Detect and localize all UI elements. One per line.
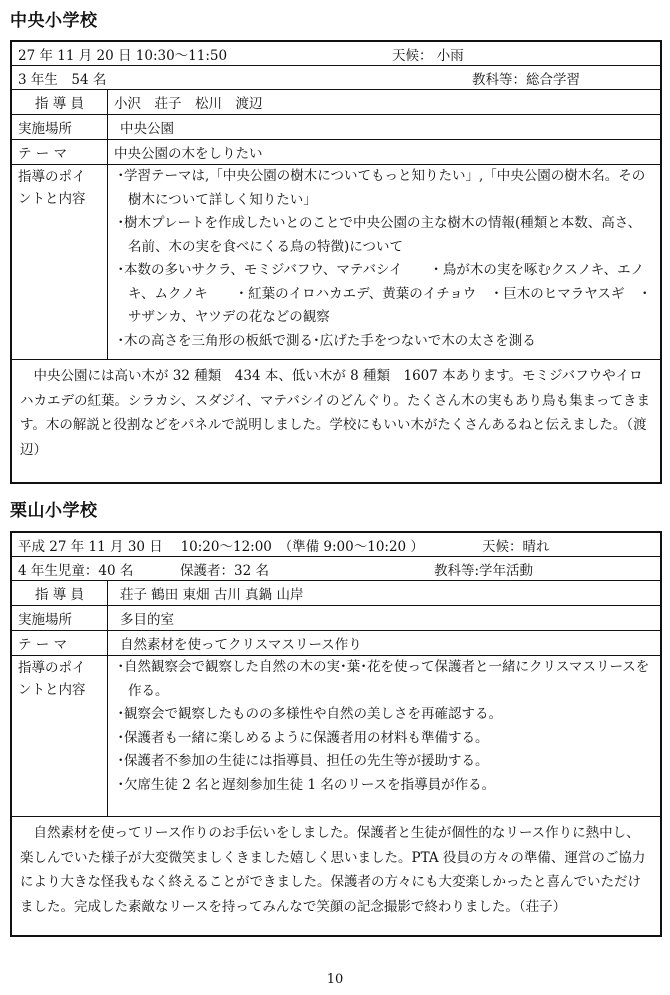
instructors-row <box>12 90 660 115</box>
theme-value: 自然素材を使ってクリスマスリース作り <box>120 637 362 653</box>
points-row <box>12 656 660 817</box>
instructors-label: 指 導 員 <box>12 581 108 605</box>
points-label-line2: ントと内容 <box>18 682 86 698</box>
points-label-line1: 指導のポイ <box>18 660 86 676</box>
weather: 天候： 小雨 <box>392 47 464 64</box>
points-value <box>108 656 660 816</box>
points-label <box>12 656 108 816</box>
date-time: 27 年 11 月 20 日 10:30～11:50 <box>18 47 228 64</box>
list-item: ・ 保護者不参加の生徒には指導員、担任の先生等が援助する。 <box>114 750 654 774</box>
list-item: ・ 欠席生徒 2 名と遅刻参加生徒 1 名のリースを指導員が作る。 <box>114 774 654 798</box>
page-number: 10 <box>326 972 344 987</box>
date-row <box>12 42 660 66</box>
subject: 教科等：総合学習 <box>472 71 580 88</box>
location-label: 実施場所 <box>12 115 108 139</box>
points-label-line1: 指導のポイ <box>18 169 86 185</box>
points-value <box>108 165 660 359</box>
theme-row <box>12 140 660 165</box>
subject: 教科等:学年活動 <box>434 562 534 579</box>
location-value: 中央公園 <box>120 121 174 137</box>
guardians: 保護者：32 名 <box>180 562 269 579</box>
school-title: 栗山小学校 <box>10 501 98 521</box>
theme-label: テ ー マ <box>12 140 108 164</box>
instructors-value: 荘子 鶴田 東畑 古川 真鍋 山岸 <box>120 587 304 603</box>
instructors-label: 指 導 員 <box>12 90 108 114</box>
school-title: 中央小学校 <box>10 11 98 31</box>
list-item: ・ 観察会で観察したものの多様性や自然の美しさを再確認する。 <box>114 703 654 727</box>
instructors-row <box>12 581 660 606</box>
points-list <box>114 656 654 797</box>
report-table-kuriyama <box>10 531 662 937</box>
grade-row <box>12 66 660 90</box>
list-item: ・ 樹木プレートを作成したいとのことで中央公園の主な樹木の情報(種類と本数、高さ、名前、木の実を食べにくる鳥の特徴)について <box>114 212 654 259</box>
grade-row <box>12 557 660 581</box>
instructors-value: 小沢 荘子 松川 渡辺 <box>114 96 263 112</box>
weather: 天候：晴れ <box>482 538 550 555</box>
theme-label: テ ー マ <box>12 631 108 655</box>
summary-text: 中央公園には高い木が 32 種類 434 本、低い木が 8 種類 1607 本あります。モミジバフウやイロハカエデの紅葉。シラカシ、スダジイ、マテバシイのどんぐり。たくさん木の実もあり鳥も集まってきます。木の解説と役割などをパネルで説明しました。学校にもいい木がたくさんあるねと伝えました。（渡辺） <box>20 368 651 458</box>
points-list <box>114 165 654 353</box>
list-item: ・ 木の高さを三角形の板紙で測る･広げた手をつないで木の太さを測る <box>114 330 654 354</box>
list-item: ・ 保護者も一緒に楽しめるように保護者用の材料も準備する。 <box>114 727 654 751</box>
date-row <box>12 533 660 557</box>
grade: 4 年生児童：40 名 <box>18 562 134 579</box>
location-label: 実施場所 <box>12 606 108 630</box>
theme-row <box>12 631 660 656</box>
theme-value: 中央公園の木をしりたい <box>114 146 263 162</box>
list-item: ・ 学習テーマは,「中央公園の樹木についてもっと知りたい」,「中央公園の樹木名。その樹木について詳しく知りたい」 <box>114 165 654 212</box>
grade: 3 年生 54 名 <box>18 71 107 88</box>
date-time: 平成 27 年 11 月 30 日 10:20～12:00 （準備 9:00～10:20 ） <box>18 538 424 555</box>
report-table-chuo <box>10 40 662 484</box>
location-row <box>12 115 660 140</box>
points-label-line2: ントと内容 <box>18 191 86 207</box>
points-label <box>12 165 108 359</box>
list-item: ・ 自然観察会で観察した自然の木の実･葉･花を使って保護者と一緒にクリスマスリースを作る。 <box>114 656 654 703</box>
list-item: ・ 本数の多いサクラ、モミジバフウ、マテバシイ ・鳥が木の実を啄むクスノキ、エノキ、ムクノキ ・紅葉のイロハカエデ、黄葉のイチョウ ・巨木のヒマラヤスギ ・サザンカ、ヤツデの花などの観察 <box>114 259 654 330</box>
location-value: 多目的室 <box>120 612 174 628</box>
location-row <box>12 606 660 631</box>
points-row <box>12 165 660 360</box>
summary-text: 自然素材を使ってリース作りのお手伝いをしました。保護者と生徒が個性的なリース作りに熱中し、楽しんでいた様子が大変微笑ましくきました嬉しく思いました。PTA 役員の方々の準備、運営のご協力により大きな怪我もなく終えることができました。保護者の方々にも大変楽しかったと喜んでいただけました。完成した素敵なリースを持ってみんなで笑顔の記念撮影で終わりました。（荘子） <box>20 825 646 915</box>
